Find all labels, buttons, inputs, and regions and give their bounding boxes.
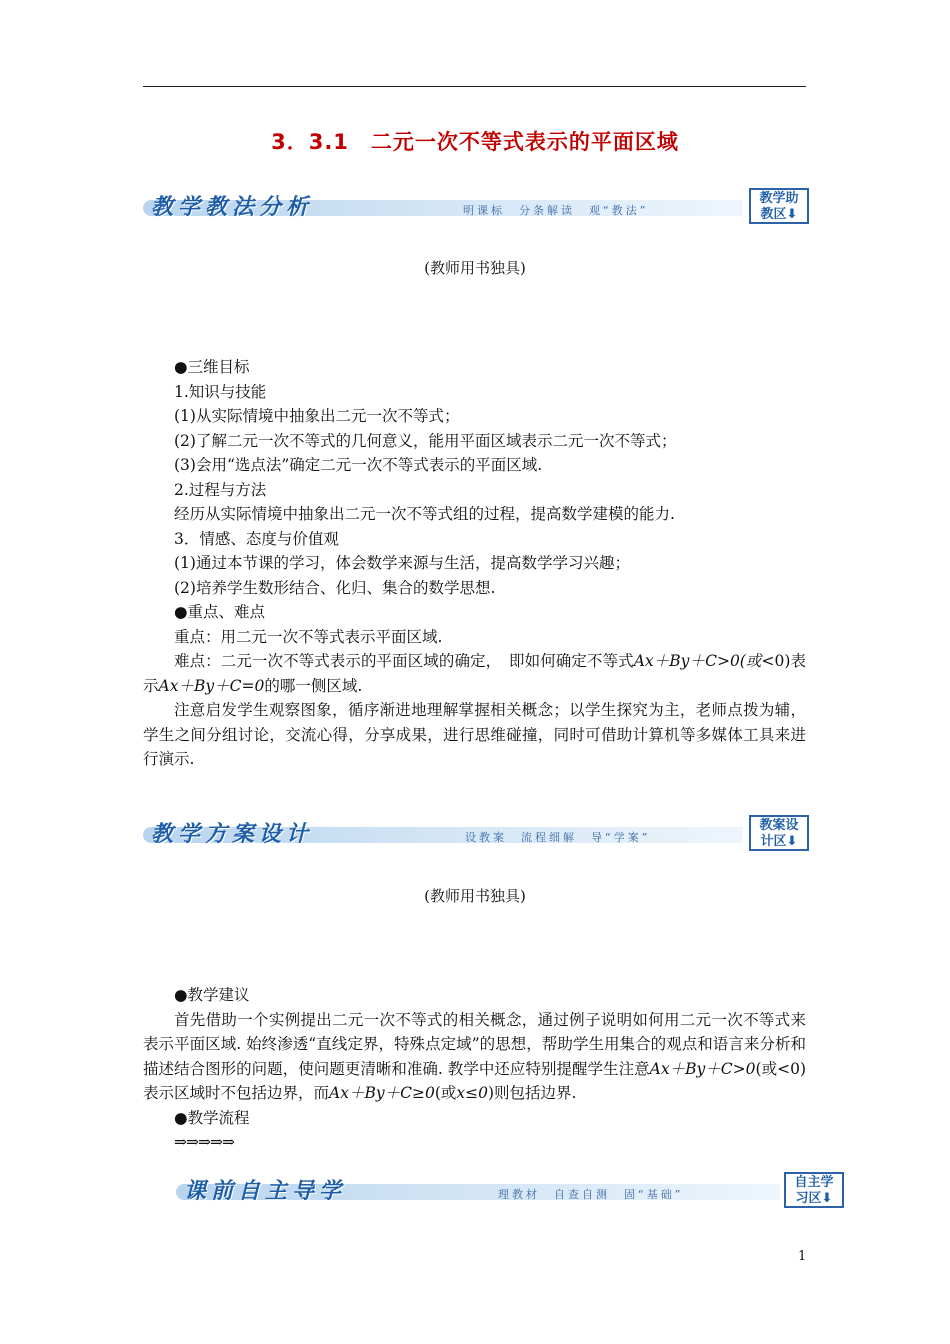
suggest-text: (或<0)表示区域时不包括边界，而 <box>143 1059 807 1102</box>
suggest-formula: Ax＋By＋C≥0 <box>329 1084 435 1102</box>
banner-heading: 教学方案设计 <box>151 821 314 847</box>
banner-badge[interactable] <box>784 1172 844 1208</box>
goals-s2-text: 经历从实际情境中抽象出二元一次不等式组的过程，提高数学建模的能力. <box>174 505 675 523</box>
teacher-only-note: (教师用书独具) <box>424 887 526 905</box>
section-banner-preview <box>176 1172 848 1206</box>
diff-text: 的哪一侧区域. <box>264 676 363 695</box>
badge-line-2: 教区⬇ <box>760 207 798 222</box>
goals-s1-item: (1)从实际情境中抽象出二元一次不等式； <box>174 407 460 425</box>
banner-slogan: 明课标 分条解读 观“教法” <box>463 204 649 217</box>
suggest-text: (或 <box>434 1084 457 1102</box>
badge-line-2: 计区⬇ <box>760 834 798 849</box>
banner-heading: 教学教法分析 <box>151 194 314 220</box>
goals-s1-item: (2)了解二元一次不等式的几何意义，能用平面区域表示二元一次不等式； <box>174 431 677 450</box>
teacher-only-note: (教师用书独具) <box>424 259 526 277</box>
suggest-paragraph <box>143 1008 806 1106</box>
diff-formula: Ax＋By＋C=0 <box>158 676 265 695</box>
diff-text: 难点：二元一次不等式表示的平面区域的确定， 即如何确定不等式 <box>174 652 634 670</box>
key-heading: ●重点、难点 <box>174 603 266 621</box>
suggest-heading: ●教学建议 <box>174 986 250 1004</box>
goals-s3-item: (2)培养学生数形结合、化归、集合的数学思想. <box>174 578 496 597</box>
goals-heading: ●三维目标 <box>174 358 250 376</box>
badge-line-1: 教学助 <box>759 191 799 206</box>
key-method: 注意启发学生观察图象，循序渐进地理解掌握相关概念；以学生探究为主，老师点拨为辅，学生之间分组讨论，交流心得，分享成果，进行思维碰撞，同时可借助计算机等多媒体工具来进行演示. <box>143 701 806 768</box>
suggest-formula: Ax＋By＋C>0 <box>649 1059 756 1078</box>
goals-s3-title: 3．情感、态度与价值观 <box>174 529 339 548</box>
banner-badge[interactable] <box>749 815 809 851</box>
section-banner-teaching-design <box>143 815 813 849</box>
banner-slogan: 理教材 自查自测 固“基础” <box>498 1188 684 1201</box>
goals-s3-item: (1)通过本节课的学习，体会数学来源与生活，提高数学学习兴趣； <box>174 554 630 572</box>
diff-formula: Ax＋By＋C>0(或 <box>633 652 762 670</box>
top-rule <box>143 86 806 87</box>
suggest-text: 首先借助一个实例提出二元一次不等式的相关概念，通过例子说明如何用二元一次不等式来表示平面区域. 始终渗透“直线定界，特殊点定域”的思想，帮助学生用集合的观点和语言来分析和描述结合图形的问题，使问题更清晰和准确. 教学中还应特别提醒学生注意 <box>143 1010 806 1078</box>
badge-line-1: 教案设 <box>759 818 799 833</box>
goals-s2-title: 2.过程与方法 <box>174 480 267 499</box>
suggest-text: )则包括边界. <box>487 1084 577 1102</box>
diff-text: <0)表示 <box>143 652 806 695</box>
banner-badge[interactable] <box>749 188 809 224</box>
badge-line-1: 自主学 <box>794 1175 834 1190</box>
goals-section <box>143 355 806 772</box>
banner-slogan: 设教案 流程细解 导“学案” <box>465 831 651 844</box>
flow-heading: ●教学流程 <box>174 1108 250 1127</box>
flow-arrows: ⇒⇒⇒⇒⇒ <box>174 1133 234 1151</box>
key-difficulty <box>143 649 806 698</box>
page-number: 1 <box>798 1249 807 1264</box>
suggestion-section <box>143 983 806 1155</box>
banner-heading: 课前自主导学 <box>184 1178 347 1204</box>
section-banner-teaching-analysis <box>143 188 813 222</box>
page-title: 3．3.1 二元一次不等式表示的平面区域 <box>271 130 679 154</box>
goals-s1-item: (3)会用“选点法”确定二元一次不等式表示的平面区域. <box>174 456 543 474</box>
suggest-formula: x≤0 <box>456 1084 488 1102</box>
badge-line-2: 习区⬇ <box>795 1191 833 1206</box>
goals-s1-title: 1.知识与技能 <box>174 382 267 401</box>
key-focus: 重点：用二元一次不等式表示平面区域. <box>174 627 443 646</box>
